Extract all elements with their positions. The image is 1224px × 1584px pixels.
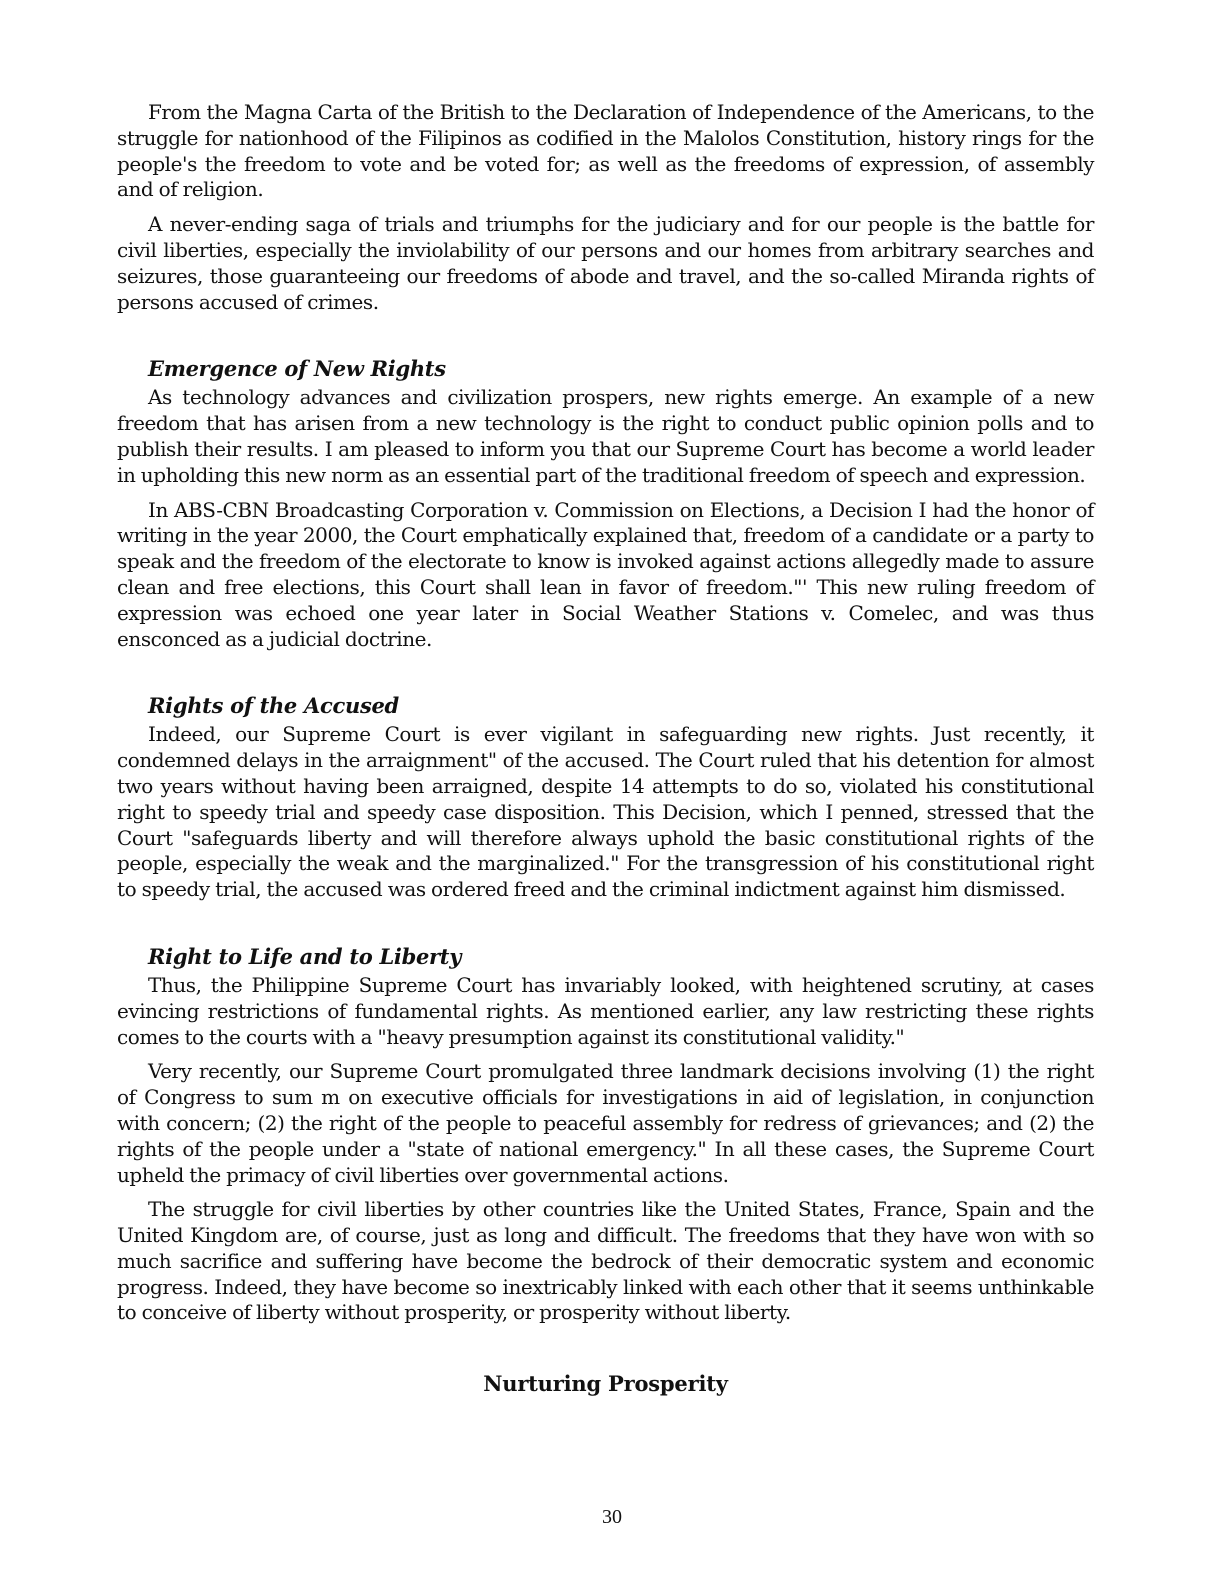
closing-heading: Nurturing Prosperity [483,1371,728,1397]
section-emergence-of-new-rights [117,355,1094,652]
paragraph: From the Magna Carta of the British to the Declaration of Independence of the Americans, to the struggle for nationhood of the Filipinos as codified in the Malolos Constitution, history rings for the people's the freedom to vote and be voted for; as well as the freedoms of expression, of assembly and of religion. [117,100,1094,202]
paragraph: As technology advances and civilization prospers, new rights emerge. An example of a new freedom that has arisen from a new technology is the right to conduct public opinion polls and to publish their results. I am pleased to inform you that our Supreme Court has become a world leader in upholding this new norm as an essential part of the traditional freedom of speech and expression. [117,385,1094,487]
page-number: 30 [602,1506,622,1528]
intro-section [117,100,1094,315]
section-heading: Right to Life and to Liberty [148,943,462,969]
paragraph: Very recently, our Supreme Court promulgated three landmark decisions involving (1) the right of Congress to sum m on executive officials for investigations in aid of legislation, in conjunction with concern; (2) the right of the people to peaceful assembly for redress of grievances; and (2) the rights of the people under a "state of national emergency." In all these cases, the Supreme Court upheld the primacy of civil liberties over governmental actions. [117,1059,1094,1187]
paragraph: A never-ending saga of trials and triumphs for the judiciary and for our people is the battle for civil liberties, especially the inviolability of our persons and our homes from arbitrary searches and seizures, those guaranteeing our freedoms of abode and travel, and the so-called Miranda rights of persons accused of crimes. [117,212,1094,314]
section-heading: Emergence of New Rights [148,356,446,382]
section-right-to-life-and-liberty [117,943,1094,1326]
section-heading: Rights of the Accused [148,693,399,719]
paragraph: Indeed, our Supreme Court is ever vigilant in safeguarding new rights. Just recently, it condemned delays in the arraignment" of the accused. The Court ruled that his detention for almost two years without having been arraigned, despite 14 attempts to do so, violated his constitutional right to speedy trial and speedy case disposition. This Decision, which I penned, stressed that the Court "safeguards liberty and will therefore always uphold the basic constitutional rights of the people, especially the weak and the marginalized." For the transgression of his constitutional right to speedy trial, the accused was ordered freed and the criminal indictment against him dismissed. [117,722,1094,902]
paragraph: In ABS-CBN Broadcasting Corporation v. Commission on Elections, a Decision I had the honor of writing in the year 2000, the Court emphatically explained that, freedom of a candidate or a party to speak and the freedom of the electorate to know is invoked against actions allegedly made to assure clean and free elections, this Court shall lean in favor of freedom."' This new ruling freedom of expression was echoed one year later in Social Weather Stations v. Comelec, and was thus ensconced as a judicial doctrine. [117,497,1094,651]
document-page [117,100,1094,1398]
section-rights-of-the-accused [117,692,1094,903]
paragraph: The struggle for civil liberties by other countries like the United States, France, Spain and the United Kingdom are, of course, just as long and difficult. The freedoms that they have won with so much sacrifice and suffering have become the bedrock of their democratic system and economic progress. Indeed, they have become so inextricably linked with each other that it seems unthinkable to conceive of liberty without prosperity, or prosperity without liberty. [117,1197,1094,1325]
paragraph: Thus, the Philippine Supreme Court has invariably looked, with heightened scrutiny, at cases evincing restrictions of fundamental rights. As mentioned earlier, any law restricting these rights comes to the courts with a "heavy presumption against its constitutional validity." [117,972,1094,1049]
